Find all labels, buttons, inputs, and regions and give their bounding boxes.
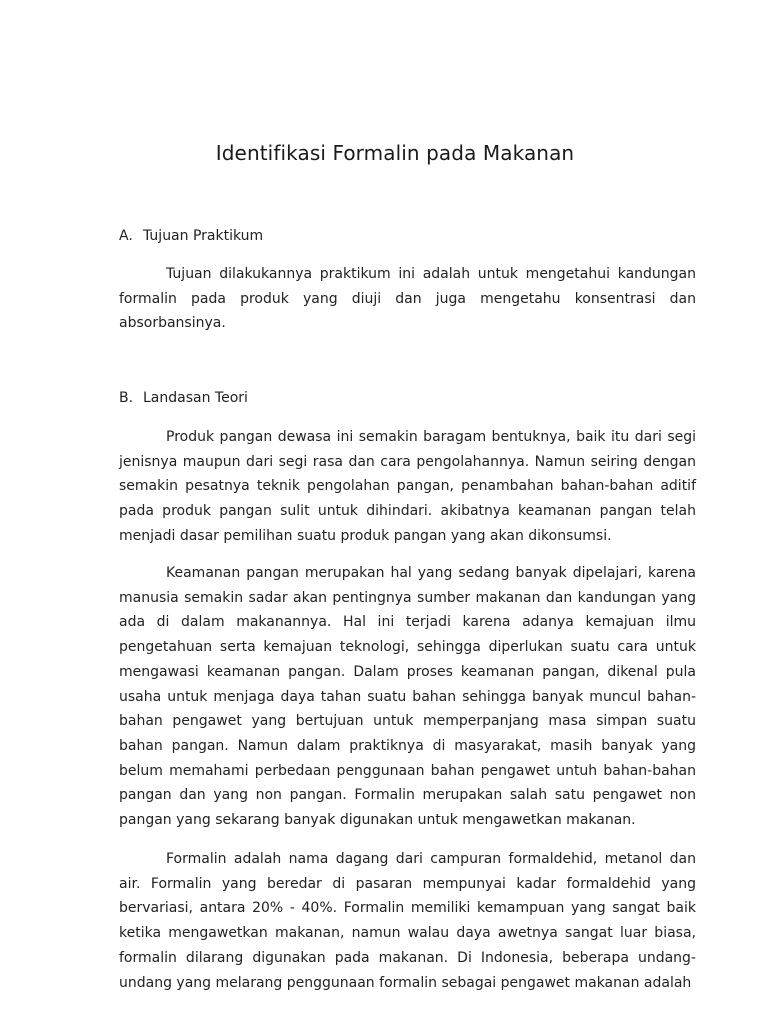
section-title-b: Landasan Teori — [143, 390, 248, 406]
paragraph-b3: Formalin adalah nama dagang dari campuran formaldehid, metanol dan air. Formalin yang beredar di pasaran mempunyai kadar formaldehid yang bervariasi, antara 20% - 40%. Formalin memiliki kemampuan yang sangat baik ketika mengawetkan makanan, namun walau daya awetnya sangat luar biasa, formalin dilarang digunakan pada makanan. Di Indonesia, beberapa undang-undang yang melarang penggunaan formalin sebagai pengawet makanan adalah — [119, 851, 696, 991]
section-heading-b — [119, 390, 248, 406]
section-title-a: Tujuan Praktikum — [143, 228, 264, 244]
paragraph-b1: Produk pangan dewasa ini semakin baragam bentuknya, baik itu dari segi jenisnya maupun dari segi rasa dan cara pengolahannya. Namun seiring dengan semakin pesatnya teknik pengolahan pangan, penambahan bahan-bahan aditif pada produk pangan sulit untuk dihindari. akibatnya keamanan pangan telah menjadi dasar pemilihan suatu produk pangan yang akan dikonsumsi. — [119, 429, 696, 544]
paragraph-a1: Tujuan dilakukannya praktikum ini adalah untuk mengetahui kandungan formalin pada produk yang diuji dan juga mengetahu konsentrasi dan absorbansinya. — [119, 266, 696, 332]
section-heading-a — [119, 228, 263, 244]
paragraph-b2: Keamanan pangan merupakan hal yang sedang banyak dipelajari, karena manusia semakin sadar akan pentingnya sumber makanan dan kandungan yang ada di dalam makanannya. Hal ini terjadi karena adanya kemajuan ilmu pengetahuan serta kemajuan teknologi, sehingga diperlukan suatu cara untuk mengawasi keamanan pangan. Dalam proses keamanan pangan, dikenal pula usaha untuk menjaga daya tahan suatu bahan sehingga banyak muncul bahan-bahan pengawet yang bertujuan untuk memperpanjang masa simpan suatu bahan pangan. Namun dalam praktiknya di masyarakat, masih banyak yang belum memahami perbedaan penggunaan bahan pengawet untuh bahan-bahan pangan dan yang non pangan. Formalin merupakan salah satu pengawet non pangan yang sekarang banyak digunakan untuk mengawetkan makanan. — [119, 565, 696, 829]
section-number-b: B. — [119, 390, 134, 406]
section-number-a: A. — [119, 228, 133, 244]
document-title: Identifikasi Formalin pada Makanan — [215, 141, 575, 165]
